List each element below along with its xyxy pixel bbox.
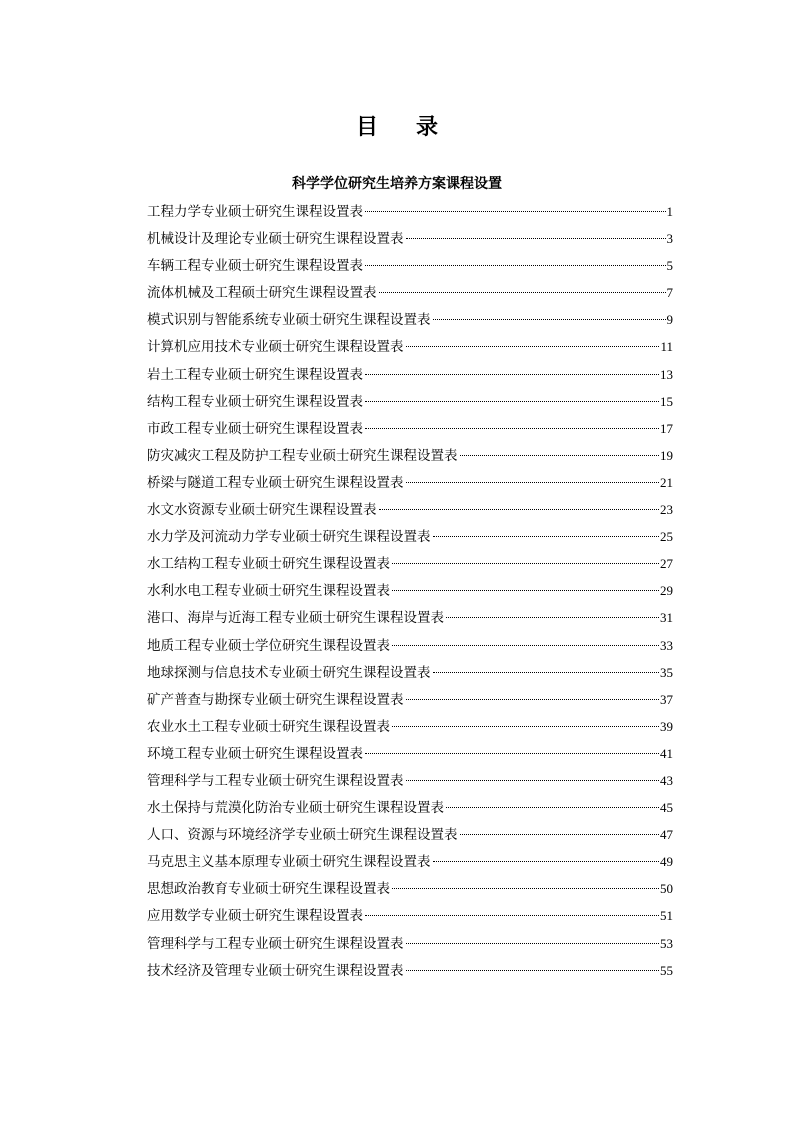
toc-entry-label: 车辆工程专业硕士研究生课程设置表 <box>147 258 363 275</box>
dot-leader <box>433 861 660 862</box>
toc-entry-label: 矿产普查与勘探专业硕士研究生课程设置表 <box>147 691 404 708</box>
dot-leader <box>392 563 659 564</box>
toc-entry[interactable] <box>147 388 673 415</box>
toc-entry-label: 人口、资源与环境经济学专业硕士研究生课程设置表 <box>147 827 458 844</box>
toc-entry-page-number: 35 <box>660 664 673 680</box>
toc-entry[interactable] <box>147 957 673 984</box>
toc-entry[interactable] <box>147 469 673 496</box>
toc-entry[interactable] <box>147 415 673 442</box>
dot-leader <box>392 590 659 591</box>
toc-entry-page-number: 47 <box>660 827 673 843</box>
toc-entry-page-number: 21 <box>660 474 673 490</box>
toc-entry-label: 桥梁与隧道工程专业硕士研究生课程设置表 <box>147 474 404 491</box>
toc-entry-page-number: 23 <box>660 502 673 518</box>
dot-leader <box>446 807 659 808</box>
dot-leader <box>365 211 666 212</box>
toc-entry-label: 地质工程专业硕士学位研究生课程设置表 <box>147 637 390 654</box>
dot-leader <box>365 401 659 402</box>
toc-entry[interactable] <box>147 361 673 388</box>
dot-leader <box>406 699 660 700</box>
toc-entry-page-number: 55 <box>660 962 673 978</box>
toc-entry-page-number: 49 <box>660 854 673 870</box>
toc-entry[interactable] <box>147 333 673 360</box>
dot-leader <box>392 888 659 889</box>
dot-leader <box>365 753 659 754</box>
toc-entry[interactable] <box>147 902 673 929</box>
toc-entry[interactable] <box>147 225 673 252</box>
toc-entry[interactable] <box>147 713 673 740</box>
toc-entry-page-number: 25 <box>660 529 673 545</box>
dot-leader <box>433 672 660 673</box>
toc-entry[interactable] <box>147 686 673 713</box>
toc-entry-label: 水工结构工程专业硕士研究生课程设置表 <box>147 556 390 573</box>
toc-entry-label: 机械设计及理论专业硕士研究生课程设置表 <box>147 231 404 248</box>
toc-entry-label: 马克思主义基本原理专业硕士研究生课程设置表 <box>147 854 431 871</box>
toc-entry[interactable] <box>147 496 673 523</box>
toc-entry-page-number: 9 <box>666 312 673 328</box>
toc-entry-label: 市政工程专业硕士研究生课程设置表 <box>147 420 363 437</box>
toc-entry-label: 水利水电工程专业硕士研究生课程设置表 <box>147 583 390 600</box>
toc-entry-page-number: 51 <box>660 908 673 924</box>
toc-entry-label: 流体机械及工程硕士研究生课程设置表 <box>147 285 377 302</box>
dot-leader <box>406 482 660 483</box>
toc-entry[interactable] <box>147 767 673 794</box>
toc-entry-page-number: 37 <box>660 691 673 707</box>
toc-entry[interactable] <box>147 821 673 848</box>
toc-entry-page-number: 17 <box>660 420 673 436</box>
dot-leader <box>433 536 660 537</box>
dot-leader <box>460 834 660 835</box>
dot-leader <box>406 238 666 239</box>
toc-entry-page-number: 7 <box>666 285 673 301</box>
toc-entry-label: 计算机应用技术专业硕士研究生课程设置表 <box>147 339 404 356</box>
toc-entry-page-number: 33 <box>660 637 673 653</box>
toc-entry-label: 工程力学专业硕士研究生课程设置表 <box>147 204 363 220</box>
toc-entry-label: 管理科学与工程专业硕士研究生课程设置表 <box>147 772 404 789</box>
toc-entry-label: 水文水资源专业硕士研究生课程设置表 <box>147 502 377 519</box>
dot-leader <box>460 455 660 456</box>
section-heading: 科学学位研究生培养方案课程设置 <box>292 176 502 192</box>
toc-entry[interactable] <box>147 659 673 686</box>
dot-leader <box>365 428 659 429</box>
toc-entry[interactable] <box>147 442 673 469</box>
toc-entry-page-number: 31 <box>660 610 673 626</box>
toc-entry[interactable] <box>147 848 673 875</box>
toc-entry-page-number: 29 <box>660 583 673 599</box>
dot-leader <box>392 726 659 727</box>
toc-entry[interactable] <box>147 252 673 279</box>
toc-entry-page-number: 39 <box>660 718 673 734</box>
toc-entry-page-number: 27 <box>660 556 673 572</box>
toc-entry[interactable] <box>147 794 673 821</box>
toc-entry-label: 岩土工程专业硕士研究生课程设置表 <box>147 366 363 383</box>
dot-leader <box>446 617 659 618</box>
toc-entry[interactable] <box>147 279 673 306</box>
toc-entry-label: 港口、海岸与近海工程专业硕士研究生课程设置表 <box>147 610 444 627</box>
toc-entry-page-number: 3 <box>666 231 673 247</box>
toc-entry-page-number: 41 <box>660 745 673 761</box>
toc-entry-label: 模式识别与智能系统专业硕士研究生课程设置表 <box>147 312 431 329</box>
table-of-contents <box>147 198 673 984</box>
dot-leader <box>365 265 666 266</box>
toc-entry-page-number: 13 <box>660 366 673 382</box>
toc-entry-page-number: 50 <box>660 881 673 897</box>
toc-entry[interactable] <box>147 550 673 577</box>
toc-entry-page-number: 53 <box>660 935 673 951</box>
toc-entry-label: 水力学及河流动力学专业硕士研究生课程设置表 <box>147 529 431 546</box>
toc-entry-label: 结构工程专业硕士研究生课程设置表 <box>147 393 363 410</box>
toc-entry[interactable] <box>147 577 673 604</box>
toc-entry[interactable] <box>147 523 673 550</box>
toc-entry-page-number: 1 <box>666 204 673 219</box>
toc-entry-label: 技术经济及管理专业硕士研究生课程设置表 <box>147 962 404 979</box>
toc-entry-label: 防灾减灾工程及防护工程专业硕士研究生课程设置表 <box>147 447 458 464</box>
toc-entry-page-number: 19 <box>660 447 673 463</box>
dot-leader <box>392 645 659 646</box>
toc-entry-label: 思想政治教育专业硕士研究生课程设置表 <box>147 881 390 898</box>
dot-leader <box>406 780 660 781</box>
toc-entry-label: 地球探测与信息技术专业硕士研究生课程设置表 <box>147 664 431 681</box>
toc-entry[interactable] <box>147 198 673 225</box>
dot-leader <box>365 915 659 916</box>
toc-entry-label: 环境工程专业硕士研究生课程设置表 <box>147 745 363 762</box>
dot-leader <box>406 970 660 971</box>
dot-leader <box>379 509 660 510</box>
toc-entry-label: 水土保持与荒漠化防治专业硕士研究生课程设置表 <box>147 800 444 817</box>
toc-entry[interactable] <box>147 632 673 659</box>
dot-leader <box>406 943 660 944</box>
dot-leader <box>433 319 666 320</box>
toc-entry[interactable] <box>147 930 673 957</box>
toc-entry-label: 应用数学专业硕士研究生课程设置表 <box>147 908 363 925</box>
toc-entry[interactable] <box>147 604 673 631</box>
toc-entry-page-number: 45 <box>660 800 673 816</box>
dot-leader <box>365 374 659 375</box>
page-title: 目录 <box>355 114 476 140</box>
dot-leader <box>406 346 660 347</box>
toc-entry-label: 管理科学与工程专业硕士研究生课程设置表 <box>147 935 404 952</box>
toc-entry-page-number: 15 <box>660 393 673 409</box>
toc-entry[interactable] <box>147 875 673 902</box>
toc-entry-page-number: 5 <box>666 258 673 274</box>
toc-entry[interactable] <box>147 740 673 767</box>
dot-leader <box>379 292 666 293</box>
toc-entry[interactable] <box>147 306 673 333</box>
toc-entry-page-number: 11 <box>660 339 673 355</box>
toc-entry-page-number: 43 <box>660 772 673 788</box>
toc-entry-label: 农业水土工程专业硕士研究生课程设置表 <box>147 718 390 735</box>
